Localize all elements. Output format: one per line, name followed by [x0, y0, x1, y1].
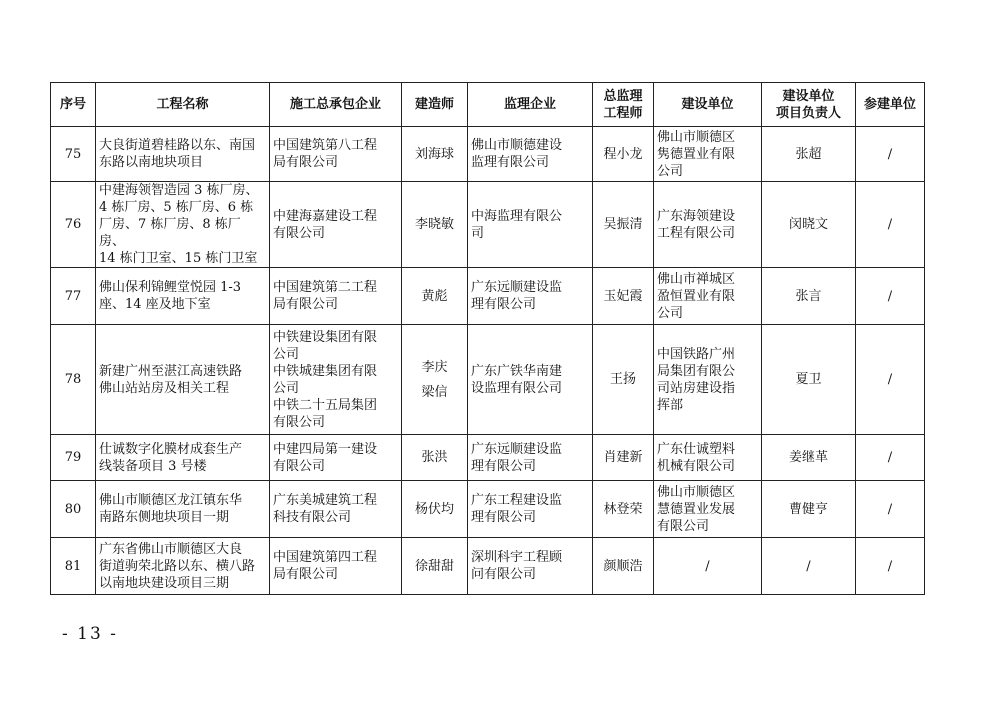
cell-project-name: 中建海领智造园 3 栋厂房、 4 栋厂房、5 栋厂房、6 栋 厂房、7 栋厂房、8 栋厂房、 14 栋门卫室、15 栋门卫室	[99, 183, 259, 266]
cell-seq: 79	[51, 435, 96, 481]
header-contractor: 施工总承包企业	[270, 83, 402, 127]
cell-seq: 75	[51, 127, 96, 182]
cell-chief-engineer: 颜顺浩	[593, 538, 654, 595]
cell-project-name: 大良街道碧桂路以东、南国 东路以南地块项目	[99, 138, 256, 170]
cell-developer-lead: 姜继革	[762, 435, 856, 481]
cell-chief-engineer: 吴振清	[593, 182, 654, 268]
table-row	[51, 435, 925, 481]
cell-participant: /	[856, 481, 925, 538]
cell-chief-engineer: 程小龙	[593, 127, 654, 182]
cell-supervisor: 深圳科宇工程顾 问有限公司	[471, 550, 563, 582]
builder-name: 梁信	[421, 384, 448, 400]
cell-supervisor: 中海监理有限公 司	[471, 208, 563, 241]
cell-participant: /	[856, 127, 925, 182]
cell-participant: /	[856, 325, 925, 435]
header-developer-lead: 建设单位 项目负责人	[762, 83, 856, 127]
header-participant: 参建单位	[856, 83, 925, 127]
cell-contractor: 中建四局第一建设 有限公司	[273, 441, 378, 474]
cell-supervisor: 佛山市顺德建设 监理有限公司	[471, 138, 563, 170]
cell-seq: 81	[51, 538, 96, 595]
cell-builder: 杨伏均	[402, 481, 468, 538]
cell-participant: /	[856, 182, 925, 268]
cell-seq: 77	[51, 268, 96, 325]
cell-participant: /	[856, 538, 925, 595]
cell-builder: 张洪	[402, 435, 468, 481]
header-developer: 建设单位	[654, 83, 762, 127]
header-chief-engineer: 总监理 工程师	[593, 83, 654, 127]
cell-project-name: 佛山保利锦鲤堂悦园 1-3 座、14 座及地下室	[99, 280, 242, 312]
header-seq: 序号	[51, 83, 96, 127]
cell-developer: 佛山市顺德区 慧德置业发展 有限公司	[657, 484, 736, 534]
builder-name: 李庆	[421, 359, 448, 375]
cell-developer: 广东仕诚塑料 机械有限公司	[657, 441, 736, 474]
table-row	[51, 182, 925, 268]
cell-builders	[402, 325, 468, 435]
cell-participant: /	[856, 268, 925, 325]
cell-developer: 佛山市顺德区 隽德置业有限 公司	[657, 129, 736, 179]
cell-developer: 佛山市禅城区 盈恒置业有限 公司	[657, 271, 736, 321]
cell-builder: 徐甜甜	[402, 538, 468, 595]
cell-seq: 80	[51, 481, 96, 538]
cell-chief-engineer: 玉妃霞	[593, 268, 654, 325]
cell-participant: /	[856, 435, 925, 481]
header-builder: 建造师	[402, 83, 468, 127]
cell-builder: 李晓敏	[402, 182, 468, 268]
page-number: - 13 -	[62, 624, 118, 644]
cell-supervisor: 广东工程建设监 理有限公司	[471, 493, 563, 525]
cell-contractor: 中国建筑第四工程 局有限公司	[273, 550, 378, 582]
cell-developer-lead: 张言	[762, 268, 856, 325]
cell-supervisor: 广东广铁华南建 设监理有限公司	[471, 363, 563, 396]
cell-project-name: 仕诚数字化膜材成套生产 线装备项目 3 号楼	[99, 441, 243, 474]
cell-supervisor: 广东远顺建设监 理有限公司	[471, 280, 563, 312]
cell-developer-lead: 闵晓文	[762, 182, 856, 268]
cell-developer-lead: 夏卫	[762, 325, 856, 435]
project-table	[50, 82, 925, 595]
cell-seq: 78	[51, 325, 96, 435]
cell-project-name: 佛山市顺德区龙江镇东华 南路东侧地块项目一期	[99, 493, 243, 525]
cell-supervisor: 广东远顺建设监 理有限公司	[471, 441, 563, 474]
table-row	[51, 325, 925, 435]
cell-chief-engineer: 肖建新	[593, 435, 654, 481]
cell-chief-engineer: 林登荣	[593, 481, 654, 538]
cell-developer: 中国铁路广州 局集团有限公 司站房建设指 挥部	[657, 346, 736, 413]
cell-builder: 刘海球	[402, 127, 468, 182]
header-project-name: 工程名称	[96, 83, 270, 127]
cell-developer-lead: 曹健亨	[762, 481, 856, 538]
cell-developer-lead: 张超	[762, 127, 856, 182]
cell-developer: /	[654, 538, 762, 595]
cell-project-name: 广东省佛山市顺德区大良 街道驹荣北路以东、横八路 以南地块建设项目三期	[99, 541, 256, 591]
cell-contractor: 广东美城建筑工程 科技有限公司	[273, 493, 378, 525]
table-row	[51, 268, 925, 325]
table-row	[51, 538, 925, 595]
cell-contractor: 中铁建设集团有限 公司 中铁城建集团有限 公司 中铁二十五局集团 有限公司	[273, 329, 378, 430]
cell-project-name: 新建广州至湛江高速铁路 佛山站站房及相关工程	[99, 363, 243, 396]
cell-chief-engineer: 王扬	[593, 325, 654, 435]
table-row	[51, 481, 925, 538]
table-row	[51, 127, 925, 182]
cell-developer-lead: /	[762, 538, 856, 595]
table-header-row	[51, 83, 925, 127]
cell-contractor: 中建海嘉建设工程 有限公司	[273, 208, 378, 241]
cell-developer: 广东海领建设 工程有限公司	[657, 208, 736, 241]
cell-contractor: 中国建筑第八工程 局有限公司	[273, 138, 378, 170]
header-supervisor: 监理企业	[468, 83, 593, 127]
cell-seq: 76	[51, 182, 96, 268]
cell-contractor: 中国建筑第二工程 局有限公司	[273, 280, 378, 312]
cell-builder: 黄彪	[402, 268, 468, 325]
